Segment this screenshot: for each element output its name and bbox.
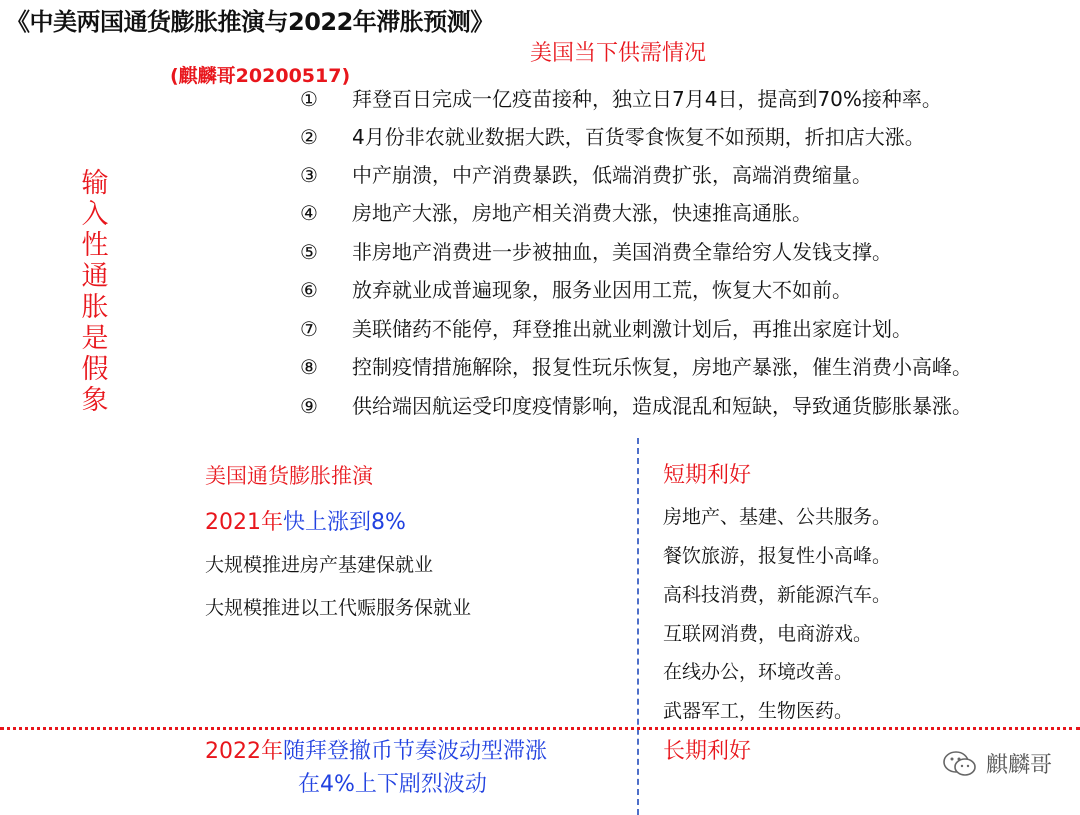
year-2022: 2022年 [205, 739, 283, 764]
item-text: 房地产大涨，房地产相关消费大涨，快速推高通胀。 [352, 201, 812, 225]
item-number: ④ [300, 201, 318, 225]
watermark [942, 748, 1052, 779]
short-term-heading: 短期利好 [663, 463, 752, 488]
item-number: ③ [300, 163, 318, 187]
watermark-text: 麒麟哥 [985, 753, 1052, 778]
inflation-line: 大规模推进以工代赈服务保就业 [205, 597, 472, 619]
long-term-heading: 长期利好 [663, 739, 752, 764]
item-text: 控制疫情措施解除，报复性玩乐恢复，房地产暴涨，催生消费小高峰。 [352, 355, 972, 379]
list-item [300, 390, 972, 419]
item-number: ② [300, 125, 318, 149]
year-2021: 2021年 [205, 510, 283, 535]
forecast-2022-range: 在4%上下剧烈波动 [298, 772, 487, 797]
section-title: 美国当下供需情况 [530, 41, 707, 66]
short-term-item: 高科技消费，新能源汽车。 [663, 584, 892, 606]
short-term-item: 在线办公，环境改善。 [663, 661, 854, 683]
item-text: 美联储药不能停，拜登推出就业刺激计划后，再推出家庭计划。 [352, 317, 912, 341]
list-item [300, 313, 912, 342]
inflation-2022-line2 [298, 767, 487, 798]
item-number: ⑨ [300, 394, 318, 418]
author-note: (麒麟哥20200517) [170, 65, 351, 87]
item-text: 放弃就业成普遍现象，服务业因用工荒，恢复大不如前。 [352, 278, 852, 302]
horizontal-divider [0, 727, 1080, 730]
list-item [300, 236, 892, 265]
short-term-item: 餐饮旅游，报复性小高峰。 [663, 545, 892, 567]
page-title: 《中美两国通货膨胀推演与2022年滞胀预测》 [6, 8, 494, 36]
item-text: 4月份非农就业数据大跌，百货零食恢复不如预期，折扣店大涨。 [352, 125, 925, 149]
inflation-heading: 美国通货膨胀推演 [205, 464, 373, 488]
list-item [300, 274, 852, 303]
item-number: ⑧ [300, 355, 318, 379]
list-item [300, 159, 872, 188]
list-item [300, 83, 942, 112]
item-text: 供给端因航运受印度疫情影响，造成混乱和短缺，导致通货膨胀暴涨。 [352, 394, 972, 418]
vertical-label: 输入性通胀是假象 [81, 168, 109, 416]
list-item [300, 351, 972, 380]
item-number: ⑦ [300, 317, 318, 341]
inflation-2022 [205, 734, 547, 765]
list-item [300, 197, 812, 226]
item-text: 拜登百日完成一亿疫苗接种，独立日7月4日，提高到70%接种率。 [352, 87, 942, 111]
short-term-item: 互联网消费，电商游戏。 [663, 623, 873, 645]
inflation-line: 大规模推进房产基建保就业 [205, 554, 434, 576]
list-item [300, 121, 925, 150]
vertical-divider [637, 438, 639, 815]
forecast-2022: 随拜登撤币节奏波动型滞涨 [283, 739, 548, 764]
item-number: ① [300, 87, 318, 111]
short-term-item: 房地产、基建、公共服务。 [663, 506, 892, 528]
inflation-2021 [205, 505, 406, 536]
item-text: 非房地产消费进一步被抽血，美国消费全靠给穷人发钱支撑。 [352, 240, 892, 264]
forecast-2021: 快上涨到8% [283, 510, 406, 535]
item-text: 中产崩溃，中产消费暴跌，低端消费扩张，高端消费缩量。 [352, 163, 872, 187]
item-number: ⑥ [300, 278, 318, 302]
short-term-item: 武器军工，生物医药。 [663, 700, 854, 722]
item-number: ⑤ [300, 240, 318, 264]
wechat-icon [942, 750, 978, 778]
